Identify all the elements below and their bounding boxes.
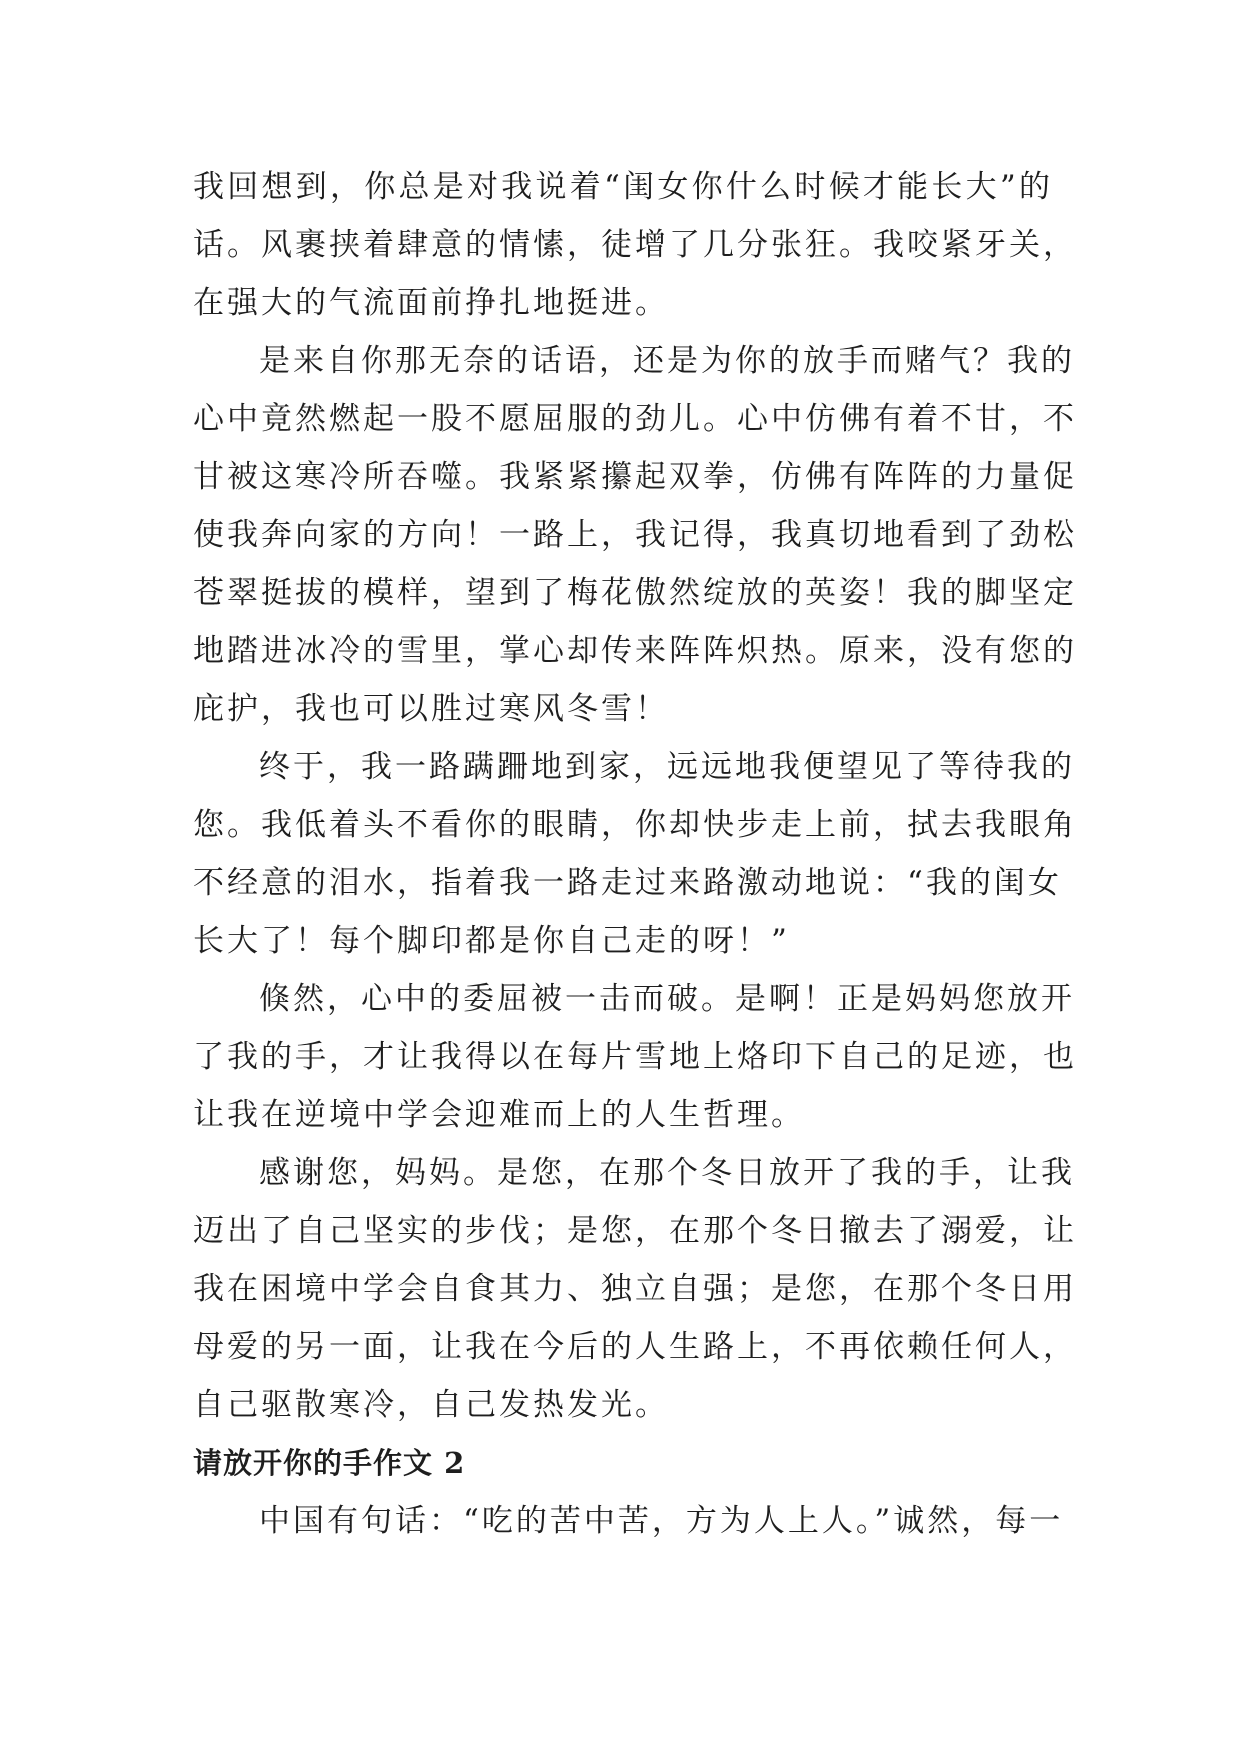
text-line: 您。我低着头不看你的眼睛，你却快步走上前，拭去我眼角	[193, 807, 1077, 843]
paragraph-5	[193, 1144, 1077, 1434]
paragraph-3	[193, 738, 1077, 970]
text-line: 不经意的泪水，指着我一路走过来路激动地说：“我的闺女	[193, 865, 1062, 901]
text-line: 自己驱散寒冷，自己发热发光。	[193, 1387, 669, 1423]
text-line: 终于，我一路蹒跚地到家，远远地我便望见了等待我的	[259, 749, 1075, 785]
paragraph-2	[193, 332, 1077, 738]
text-line: 是来自你那无奈的话语，还是为你的放手而赌气？我的	[259, 343, 1075, 379]
text-line: 了我的手，才让我得以在每片雪地上烙印下自己的足迹，也	[193, 1039, 1077, 1075]
text-line: 让我在逆境中学会迎难而上的人生哲理。	[193, 1097, 805, 1133]
text-line: 话。风裹挟着肆意的情愫，徒增了几分张狂。我咬紧牙关，	[193, 227, 1077, 263]
text-line: 庇护，我也可以胜过寒风冬雪！	[193, 691, 669, 727]
text-line: 母爱的另一面，让我在今后的人生路上，不再依赖任何人，	[193, 1329, 1077, 1365]
text-line: 长大了！每个脚印都是你自己走的呀！”	[193, 923, 790, 959]
text-line: 我在困境中学会自食其力、独立自强；是您，在那个冬日用	[193, 1271, 1077, 1307]
text-line: 在强大的气流面前挣扎地挺进。	[193, 285, 669, 321]
text-line: 苍翠挺拔的模样，望到了梅花傲然绽放的英姿！我的脚坚定	[193, 575, 1077, 611]
text-line: 地踏进冰冷的雪里，掌心却传来阵阵炽热。原来，没有您的	[193, 633, 1077, 669]
section-heading: 请放开你的手作文 2	[193, 1446, 466, 1480]
text-line: 迈出了自己坚实的步伐；是您，在那个冬日撤去了溺爱，让	[193, 1213, 1077, 1249]
text-line: 我回想到，你总是对我说着“闺女你什么时候才能长大”的	[193, 169, 1053, 205]
text-line: 心中竟然燃起一股不愿屈服的劲儿。心中仿佛有着不甘，不	[193, 401, 1077, 437]
text-line: 甘被这寒冷所吞噬。我紧紧攥起双拳，仿佛有阵阵的力量促	[193, 459, 1077, 495]
text-line: 使我奔向家的方向！一路上，我记得，我真切地看到了劲松	[193, 517, 1077, 553]
paragraph-1	[193, 158, 1077, 332]
paragraph-6	[193, 1492, 1064, 1550]
text-line: 中国有句话：“吃的苦中苦，方为人上人。”诚然，每一	[259, 1503, 1064, 1539]
document-body	[193, 158, 1077, 1550]
text-line: 感谢您，妈妈。是您，在那个冬日放开了我的手，让我	[259, 1155, 1075, 1191]
text-line: 倏然，心中的委屈被一击而破。是啊！正是妈妈您放开	[259, 981, 1075, 1017]
paragraph-4	[193, 970, 1077, 1144]
